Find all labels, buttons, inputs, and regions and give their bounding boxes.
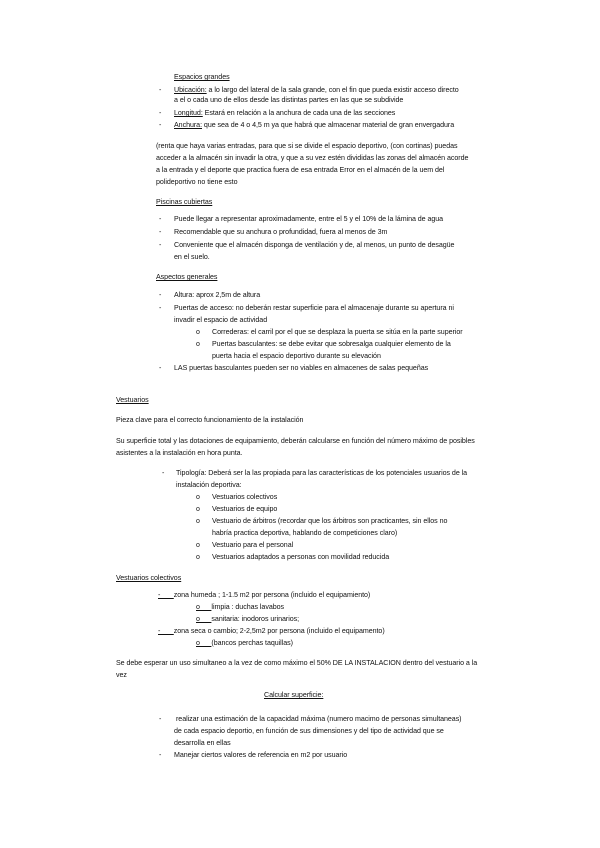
- sub-list-item: Vestuarios de equipo: [212, 505, 278, 513]
- sub-bullet: o: [196, 542, 200, 549]
- heading-vestuarios-colectivos: Vestuarios colectivos: [116, 574, 182, 582]
- sub-bullet: o: [196, 329, 200, 336]
- sub-list-item-cont: puerta hacia el espacio deportivo durante su elevación: [212, 352, 381, 360]
- bullet: -: [159, 216, 162, 223]
- sub-list-item: Puertas basculantes: se debe evitar que sobresalga cualquier elemento de la: [212, 340, 451, 348]
- bullet: -: [159, 87, 162, 94]
- zona-seca: zona seca o cambio; 2-2,5m2 por persona (incluido el equipamento): [173, 627, 385, 635]
- list-item: Puede llegar a representar aproximadamente, entre el 5 y el 10% de la lámina de agua: [174, 215, 444, 223]
- sub-list-item: Vestuarios adaptados a personas con movilidad reducida: [212, 553, 390, 561]
- paragraph-line: Su superficie total y las dotaciones de equipamiento, deberán calcularse en función del número máximo de posibles: [116, 437, 475, 445]
- limpia: limpia : duchas lavabos: [211, 603, 285, 611]
- bullet: -: [159, 242, 162, 249]
- bancos: (bancos perchas taquillas): [211, 639, 293, 647]
- paragraph-line: a la entrada y el deporte que practica fuera de esa entrada Error en el almacén de la uem del: [156, 166, 445, 174]
- list-item: LAS puertas basculantes pueden ser no viables en almacenes de salas pequeñas: [174, 364, 429, 372]
- sub-list-item-cont: habría practica deportiva, hablando de competiciones claro): [212, 529, 398, 537]
- sub-list-item: Vestuarios colectivos: [212, 493, 278, 501]
- item-key: Ubicación:: [174, 86, 207, 94]
- zona-humeda-sub: [196, 603, 284, 612]
- list-item-cont: en el suelo.: [174, 253, 210, 261]
- paragraph-line: polideportivo no tiene esto: [156, 178, 238, 186]
- zona-humeda-sub: [196, 615, 299, 624]
- heading-vestuarios: Vestuarios: [116, 396, 149, 404]
- paragraph-line: (renta que haya varias entradas, para que si se divide el espacio deportivo, (con cortinas) puedas: [156, 142, 458, 150]
- item-key: Anchura:: [174, 121, 202, 129]
- zona-seca-sub: [196, 639, 293, 648]
- paragraph: Pieza clave para el correcto funcionamiento de la instalación: [116, 416, 304, 424]
- item-text: a lo largo del lateral de la sala grande, con el fin que pueda existir acceso directo: [208, 86, 459, 94]
- blank-line: -: [158, 591, 174, 599]
- list-item: Recomendable que su anchura o profundidad, fuera al menos de 3m: [174, 228, 388, 236]
- list-item-tipologia: Tipología: Deberá ser la las propiada para las características de los potenciales usuarios de la: [176, 469, 468, 477]
- item-text: que sea de 4 o 4,5 m ya que habrá que almacenar material de gran envergadura: [203, 121, 455, 129]
- item-key: Longitud:: [174, 109, 203, 117]
- sub-bullet: o: [196, 506, 200, 513]
- list-item: Conveniente que el almacén disponga de ventilación y de, al menos, un punto de desagüe: [174, 241, 455, 249]
- zona-seca-line: [158, 627, 385, 636]
- bullet: -: [159, 122, 162, 129]
- bullet: -: [159, 292, 162, 299]
- paragraph-line: Se debe esperar un uso simultaneo a la vez de como máximo el 50% DE LA INSTALACION dentro del vestuario a la: [116, 659, 478, 667]
- heading-piscinas-cubiertas: Piscinas cubiertas: [156, 198, 213, 206]
- heading-aspectos-generales: Aspectos generales: [156, 273, 218, 281]
- heading-espacios-grandes: Espacios grandes: [174, 73, 230, 81]
- sanitaria: sanitaria: inodoros urinarios;: [211, 615, 300, 623]
- list-item-cont: de cada espacio deportio, en función de sus dimensiones y del tipo de actividad que se: [174, 727, 444, 735]
- list-item-cont: desarrolla en ellas: [174, 739, 231, 747]
- bullet: -: [159, 365, 162, 372]
- sub-bullet: o: [196, 341, 200, 348]
- heading-calcular-superficie: Calcular superficie:: [264, 691, 324, 699]
- bullet: -: [159, 229, 162, 236]
- list-item-cont: instalación deportiva:: [176, 481, 242, 489]
- paragraph-line: asistentes a la instalación en hora punta.: [116, 449, 243, 457]
- list-item-ubicacion: [174, 86, 459, 95]
- list-item-anchura: [174, 121, 454, 130]
- list-item-cont: a el o cada uno de ellos desde las distintas partes en las que se subdivide: [174, 96, 404, 104]
- blank-line: o: [196, 603, 212, 611]
- list-item: Manejar ciertos valores de referencia en m2 por usuario: [174, 751, 348, 759]
- sub-list-item: Vestuario de árbitros (recordar que los árbitros son practicantes, sin ellos no: [212, 517, 448, 525]
- sub-bullet: o: [196, 518, 200, 525]
- blank-line: -: [158, 627, 174, 635]
- item-text: Estará en relación a la anchura de cada una de las secciones: [204, 109, 396, 117]
- list-item-longitud: [174, 109, 395, 118]
- sub-list-item: Vestuario para el personal: [212, 541, 294, 549]
- blank-line: o: [196, 615, 212, 623]
- zona-humeda-line: [158, 591, 370, 600]
- sub-list-item: Correderas: el carril por el que se desplaza la puerta se sitúa en la parte superior: [212, 328, 463, 336]
- bullet: -: [159, 110, 162, 117]
- bullet: -: [159, 752, 162, 759]
- sub-bullet: o: [196, 494, 200, 501]
- list-item-cont: invadir el espacio de actividad: [174, 316, 268, 324]
- bullet: -: [162, 470, 165, 477]
- blank-line: o: [196, 639, 212, 647]
- paragraph-line: vez: [116, 671, 127, 679]
- list-item: realizar una estimación de la capacidad máxima (numero macimo de personas simultaneas): [176, 715, 462, 723]
- bullet: -: [159, 716, 162, 723]
- zona-humeda: zona humeda ; 1-1.5 m2 por persona (incluido el equipamiento): [173, 591, 371, 599]
- list-item: Puertas de acceso: no deberán restar superficie para el almacenaje durante su apertura ni: [174, 304, 454, 312]
- list-item: Altura: aprox 2,5m de altura: [174, 291, 261, 299]
- paragraph-line: acceder a la almacén sin invadir la otra, y que a su vez estén divididas las zonas del almacén acorde: [156, 154, 469, 162]
- bullet: -: [159, 305, 162, 312]
- sub-bullet: o: [196, 554, 200, 561]
